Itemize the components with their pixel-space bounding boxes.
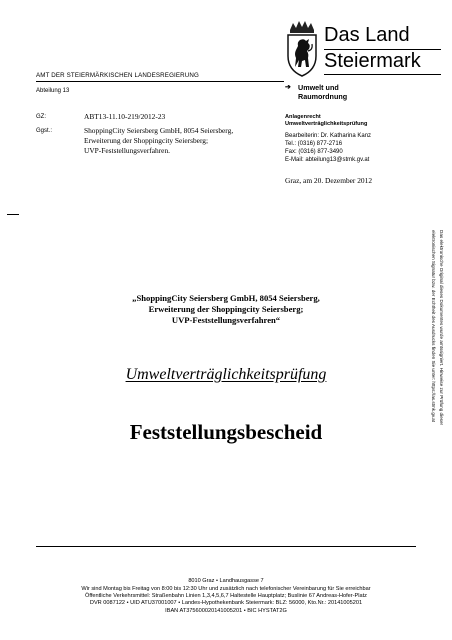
subject-line: Erweiterung der Shoppingcity Seiersberg; xyxy=(84,136,209,145)
state-logo xyxy=(282,20,442,80)
case-title-line: UVP-Feststellungsverfahren“ xyxy=(171,315,281,325)
fold-mark xyxy=(7,214,19,215)
footer-divider xyxy=(36,546,416,547)
footer-transport: Öffentliche Verkehrsmittel: Straßenbahn Linien 1,3,4,5,6,7 Haltestelle Hauptplatz; Buslinie 67 Andreas-Hofer-Platz xyxy=(85,593,367,599)
department-label: Abteilung 13 xyxy=(36,88,70,94)
logo-text-das-land: Das Land xyxy=(324,24,410,46)
subject-label: Ggst.: xyxy=(36,128,53,134)
document-date: Graz, am 20. Dezember 2012 xyxy=(285,176,373,185)
case-title-line: Erweiterung der Shoppingcity Seiersberg; xyxy=(148,304,304,314)
subunit-uvp: Umweltverträglichkeitsprüfung xyxy=(285,121,368,127)
unit-name-line1: Umwelt und xyxy=(298,83,339,92)
signature-notice-line: elektronischen Signatur bzw. der Echtheit des Ausdrucks finden Sie unter: https://as.stmk.gv.at xyxy=(431,230,436,422)
document-title: Feststellungsbescheid xyxy=(129,420,323,444)
logo-underline xyxy=(324,74,441,75)
reference-number: ABT13-11.10-219/2012-23 xyxy=(84,112,166,121)
subunit-anlagenrecht: Anlagenrecht xyxy=(285,114,321,120)
header-divider xyxy=(36,81,284,82)
footer-hours: Wir sind Montag bis Freitag von 8:00 bis 12:30 Uhr und zusätzlich nach telefonischer Vereinbarung für Sie erreichbar xyxy=(81,586,371,592)
coat-of-arms-icon xyxy=(282,20,322,78)
logo-text-steiermark: Steiermark xyxy=(324,50,421,72)
contact-officer: Bearbeiterin: Dr. Katharina Kanz xyxy=(285,133,372,139)
footer-iban: IBAN AT375600020141005201 • BIC HYSTAT2G xyxy=(165,608,287,614)
signature-notice-line: Das elektronische Original dieses Dokumentes wurde amtssigniert. Hinweise zur Prüfung dieser xyxy=(439,230,444,426)
subject-line: ShoppingCity Seiersberg GmbH, 8054 Seiersberg, xyxy=(84,126,234,135)
arrow-right-icon: ➔ xyxy=(285,84,291,91)
subject-line: UVP-Feststellungsverfahren. xyxy=(84,146,171,155)
contact-fax: Fax: (0316) 877-3490 xyxy=(285,149,343,155)
footer-bank: DVR 0087122 • UID ATU37001007 • Landes-Hypothekenbank Steiermark: BLZ: 56000, Kto.Nr.: 20141005201 xyxy=(89,600,363,606)
case-title-line: „ShoppingCity Seiersberg GmbH, 8054 Seiersberg, xyxy=(132,293,320,303)
document-type: Umweltverträglichkeitsprüfung xyxy=(125,366,327,383)
unit-name-line2: Raumordnung xyxy=(298,92,348,101)
authority-name: AMT DER STEIERMÄRKISCHEN LANDESREGIERUNG xyxy=(36,72,200,79)
footer-address: 8010 Graz • Landhausgasse 7 xyxy=(188,578,264,584)
contact-phone: Tel.: (0316) 877-2716 xyxy=(285,141,343,147)
contact-email[interactable]: E-Mail: abteilung13@stmk.gv.at xyxy=(285,157,370,163)
reference-label: GZ: xyxy=(36,114,46,120)
